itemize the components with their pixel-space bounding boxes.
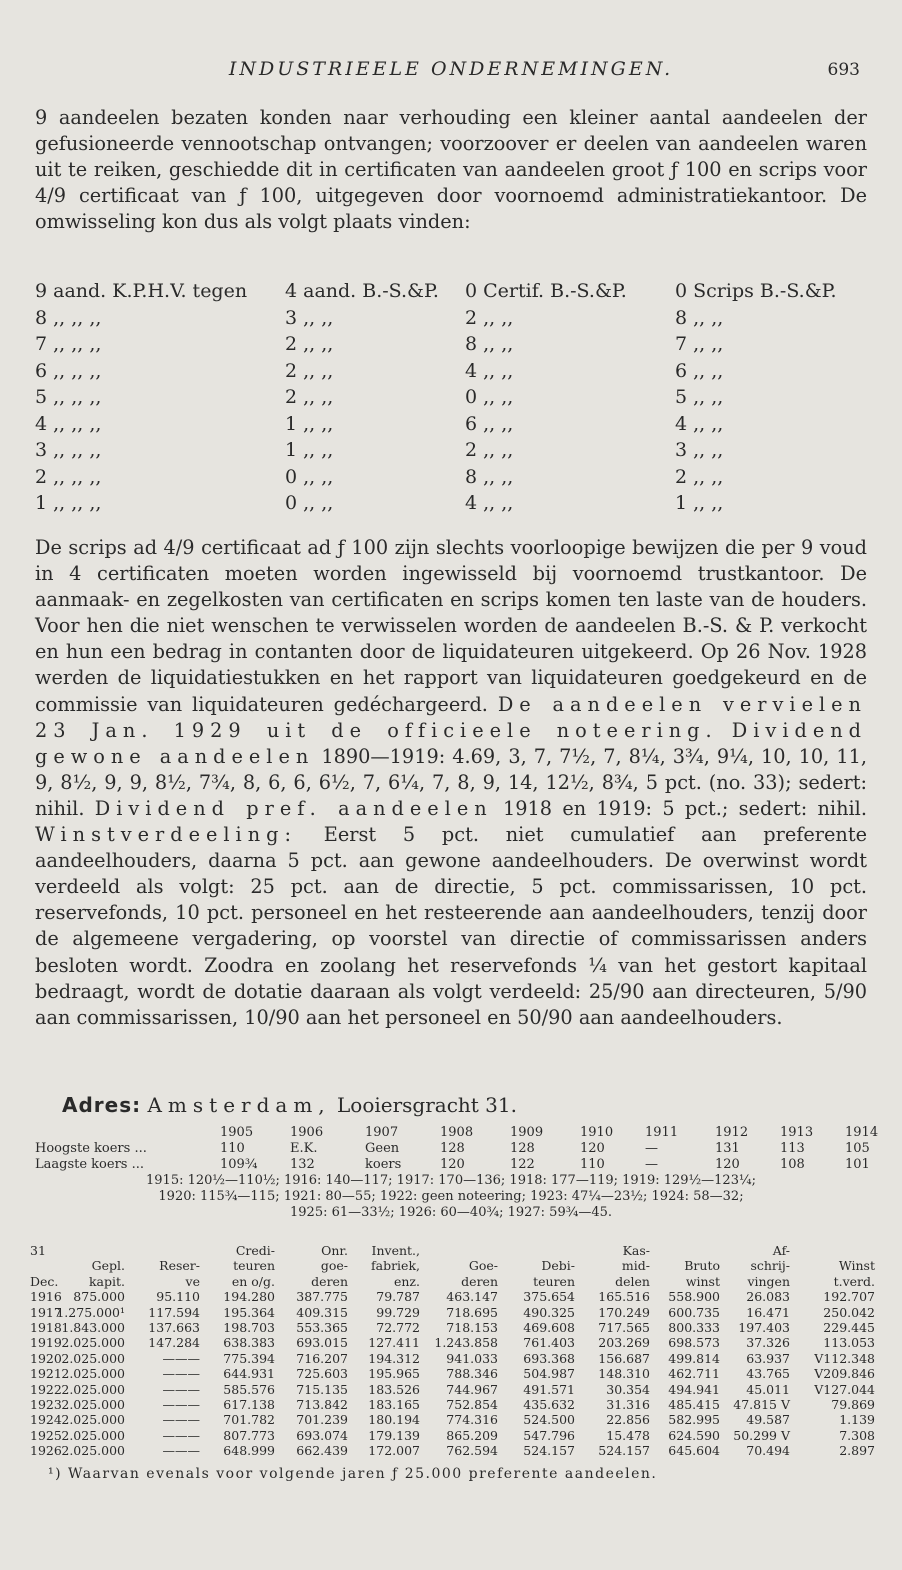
financial-data-row-cell: 1916 bbox=[30, 1289, 62, 1305]
financial-data-row-cell: 1921 bbox=[30, 1366, 62, 1382]
financial-data-row-cell: 875.000 bbox=[73, 1289, 125, 1305]
financial-data-row-cell: 16.471 bbox=[746, 1304, 790, 1320]
page-number: 693 bbox=[827, 60, 860, 80]
financial-data-row-cell: 183.526 bbox=[368, 1381, 420, 1397]
exchange-cell: 0 Scrips B.-S.&P. bbox=[675, 280, 837, 302]
financial-header-row-cell: en o/g. bbox=[231, 1273, 275, 1289]
financial-data-row-cell: 553.365 bbox=[296, 1319, 348, 1335]
exchange-cell: 2 ,, ,, bbox=[285, 333, 334, 355]
financial-data-row bbox=[30, 1351, 880, 1366]
financial-data-row-cell: 156.687 bbox=[598, 1350, 650, 1366]
exchange-row bbox=[35, 464, 867, 491]
financial-data-row-cell: ——— bbox=[162, 1412, 200, 1428]
financial-data-row-cell: 1918 bbox=[30, 1319, 62, 1335]
price-range-line: 1920: 115¾—115; 1921: 80—55; 1922: geen noteering; 1923: 47¼—23½; 1924: 58—32; bbox=[158, 1189, 744, 1204]
financial-data-row-cell: 194.280 bbox=[223, 1289, 275, 1305]
financial-data-row bbox=[30, 1335, 880, 1350]
price-high-row-cell: 128 bbox=[440, 1141, 465, 1156]
financial-header-row-cell: vingen bbox=[747, 1273, 790, 1289]
financial-data-row-cell: 2.025.000 bbox=[61, 1335, 125, 1351]
financial-data-row-cell: 701.782 bbox=[223, 1412, 275, 1428]
price-years-row-cell: 1911 bbox=[645, 1125, 679, 1140]
exchange-cell: 5 ,, ,, ,, bbox=[35, 386, 102, 408]
price-high-row-cell: Geen bbox=[365, 1141, 400, 1156]
exchange-cell: 4 ,, ,, bbox=[675, 412, 724, 435]
intro-paragraph-block bbox=[35, 105, 867, 235]
financial-data-row-cell: 693.074 bbox=[296, 1427, 348, 1443]
dividend-common-label: Dividend gewone aandeelen bbox=[35, 718, 867, 768]
exchange-cell: 2 ,, ,, bbox=[285, 386, 334, 408]
financial-data-row-cell: ——— bbox=[162, 1381, 200, 1397]
price-years-row-cell: 1909 bbox=[510, 1125, 544, 1140]
exchange-cell: 4 aand. B.-S.&P. bbox=[285, 280, 439, 302]
financial-data-row-cell: 725.603 bbox=[296, 1366, 348, 1382]
financial-data-row-cell: 2.025.000 bbox=[61, 1427, 125, 1443]
financial-data-row-cell: 800.333 bbox=[668, 1319, 720, 1335]
financial-data-row-cell: 2.025.000 bbox=[61, 1381, 125, 1397]
financial-data-row-cell: 79.869 bbox=[831, 1396, 875, 1412]
financial-data-row-cell: ——— bbox=[162, 1366, 200, 1382]
financial-data-row-cell: 179.139 bbox=[368, 1427, 420, 1443]
financial-data-row bbox=[30, 1320, 880, 1335]
price-years-row-cell: 1910 bbox=[580, 1125, 614, 1140]
financial-data-row-cell: 165.516 bbox=[598, 1289, 650, 1305]
financial-header-row-cell: goe- bbox=[320, 1258, 348, 1274]
exchange-cell: 4 ,, ,, bbox=[465, 492, 514, 514]
financial-data-row-cell: ——— bbox=[162, 1443, 200, 1459]
financial-data-row-cell: 170.249 bbox=[598, 1304, 650, 1320]
financial-data-row bbox=[30, 1443, 880, 1458]
financial-data-row-cell: 180.194 bbox=[368, 1412, 420, 1428]
exchange-cell: 8 ,, ,, bbox=[465, 465, 514, 488]
financial-header-row-cell: enz. bbox=[393, 1273, 420, 1289]
price-low-row-cell: 120 bbox=[715, 1157, 740, 1172]
exchange-cell: 7 ,, ,, ,, bbox=[35, 333, 102, 355]
financial-data-row-cell: 50.299 V bbox=[733, 1427, 790, 1443]
financial-data-row-cell: 490.325 bbox=[523, 1304, 575, 1320]
dividend-common-values: 1890—1919: 4.69, 3, 7, 7½, 7, 8¼, 3¾, 9¼, 10, 10, 11, 9, 8½, 9, 9, 8½, 7¾, 8, 6, 6, 6½, 7, 6¼, 7, 8, 9, 14, 12½, 8¾, 5 pct. (no. 33); sedert: nihil. bbox=[35, 744, 867, 820]
financial-header-row-cell: Onr. bbox=[321, 1243, 348, 1258]
financial-data-row-cell: 183.165 bbox=[368, 1396, 420, 1412]
financial-data-row-cell: 693.015 bbox=[296, 1335, 348, 1351]
financial-data-row-cell: 63.937 bbox=[746, 1350, 790, 1366]
intro-paragraph: 9 aandeelen bezaten konden naar verhouding een kleiner aantal aandeelen der gefusioneerde vennootschap ontvangen; voorzoover er deelen van aandeelen waren uit te reiken, geschiedde dit in certificaten van aandeelen groot ƒ 100 en scrips voor 4/9 certificaat van ƒ 100, uitgegeven door voornoemd administratiekantoor. De omwisseling kon dus als volgt plaats vinden: bbox=[35, 106, 867, 233]
financial-data-row-cell: 229.445 bbox=[823, 1319, 875, 1335]
financial-data-row-cell: 807.773 bbox=[223, 1427, 275, 1443]
financial-data-row-cell: 195.965 bbox=[368, 1366, 420, 1382]
financial-data-row-cell: 113.053 bbox=[823, 1335, 875, 1351]
financial-data-row-cell: 761.403 bbox=[523, 1335, 575, 1351]
financial-header-row-cell: delen bbox=[615, 1273, 650, 1289]
financial-data-row-cell: 147.284 bbox=[148, 1335, 200, 1351]
financial-data-row bbox=[30, 1366, 880, 1381]
price-high-row-cell: 120 bbox=[580, 1141, 605, 1156]
financial-data-row-cell: 718.153 bbox=[446, 1319, 498, 1335]
address-street: Looiersgracht 31. bbox=[337, 1093, 517, 1117]
financial-data-row-cell: 203.269 bbox=[598, 1335, 650, 1351]
financial-data-row-cell: 26.083 bbox=[746, 1289, 790, 1305]
financial-data-row-cell: 1.139 bbox=[839, 1412, 875, 1428]
financial-data-row-cell: 387.775 bbox=[296, 1289, 348, 1305]
price-low-row-cell: 110 bbox=[580, 1157, 605, 1172]
price-years-row-cell: 1906 bbox=[290, 1125, 324, 1140]
price-high-row-cell: — bbox=[645, 1141, 658, 1156]
price-high-row-cell: 131 bbox=[715, 1141, 740, 1156]
price-low-row-cell: 109¾ bbox=[220, 1157, 258, 1172]
exchange-cell: 1 ,, ,, bbox=[675, 492, 724, 514]
financial-data-row-cell: 435.632 bbox=[523, 1396, 575, 1412]
financial-data-row-cell: 409.315 bbox=[296, 1304, 348, 1320]
financial-data-row-cell: 624.590 bbox=[668, 1427, 720, 1443]
financial-header-row-cell: Winst bbox=[838, 1258, 875, 1274]
financial-data-row-cell: 716.207 bbox=[296, 1350, 348, 1366]
financial-data-row-cell: 194.312 bbox=[368, 1350, 420, 1366]
financial-data-row-cell: 617.138 bbox=[223, 1396, 275, 1412]
price-low-row-cell: 101 bbox=[845, 1157, 870, 1172]
financial-data-row-cell: 15.478 bbox=[606, 1427, 650, 1443]
financial-data-row-cell: 250.042 bbox=[823, 1304, 875, 1320]
financial-data-row-cell: 2.897 bbox=[839, 1443, 875, 1459]
financial-data-row-cell: 117.594 bbox=[148, 1304, 200, 1320]
financial-header-row-cell: Invent., bbox=[371, 1243, 420, 1258]
exchange-row bbox=[35, 278, 867, 305]
financial-data-row-cell: 31.316 bbox=[606, 1396, 650, 1412]
financial-data-row-cell: 1.243.858 bbox=[434, 1335, 498, 1351]
financial-data-row-cell: 582.995 bbox=[668, 1412, 720, 1428]
financial-data-row-cell: 197.403 bbox=[738, 1319, 790, 1335]
financial-header-row-cell: teuren bbox=[233, 1258, 275, 1274]
financial-data-row-cell: 788.346 bbox=[446, 1366, 498, 1382]
price-high-row-cell: 110 bbox=[220, 1141, 245, 1156]
financial-data-row-cell: V112.348 bbox=[814, 1350, 875, 1366]
main-paragraph bbox=[35, 535, 867, 1031]
financial-data-row-cell: V127.044 bbox=[814, 1381, 875, 1397]
price-high-row-label: Hoogste koers ... bbox=[35, 1141, 147, 1156]
financial-data-row-cell: 47.815 V bbox=[733, 1396, 790, 1412]
financial-data-row-cell: 645.604 bbox=[668, 1443, 720, 1459]
financial-data-row-cell: 1917 bbox=[30, 1304, 62, 1320]
financial-data-row-cell: 600.735 bbox=[668, 1304, 720, 1320]
financial-header-row-cell: t.verd. bbox=[833, 1273, 875, 1289]
financial-data-row-cell: 644.931 bbox=[223, 1366, 275, 1382]
financial-data-row-cell: 1923 bbox=[30, 1396, 62, 1412]
exchange-row bbox=[35, 358, 867, 385]
exchange-cell: 0 ,, ,, bbox=[285, 492, 334, 514]
financial-header-row-cell: Bruto bbox=[684, 1258, 720, 1274]
price-high-row-cell: 105 bbox=[845, 1141, 870, 1156]
exchange-cell: 2 ,, ,, bbox=[465, 439, 514, 461]
financial-header-row-cell: winst bbox=[685, 1273, 720, 1289]
financial-header-row-cell: teuren bbox=[533, 1273, 575, 1289]
financial-header-row-cell: deren bbox=[311, 1273, 348, 1289]
financial-data-row-cell: 172.007 bbox=[368, 1443, 420, 1459]
price-table bbox=[35, 1125, 879, 1221]
financial-data-row-cell: 717.565 bbox=[598, 1319, 650, 1335]
exchange-cell: 8 ,, ,, bbox=[675, 306, 724, 329]
financial-data-row-cell: 79.787 bbox=[376, 1289, 420, 1305]
financial-data-row-cell: 2.025.000 bbox=[61, 1350, 125, 1366]
financial-data-row-cell: 698.573 bbox=[668, 1335, 720, 1351]
financial-header-row bbox=[30, 1243, 880, 1258]
exchange-cell: 0 ,, ,, bbox=[465, 386, 514, 408]
price-years-row-cell: 1905 bbox=[220, 1125, 254, 1140]
financial-data-row-cell: 462.711 bbox=[668, 1366, 720, 1382]
financial-header-row-cell: fabriek, bbox=[371, 1258, 420, 1274]
price-low-row-cell: koers bbox=[365, 1157, 402, 1172]
price-low-row-cell: — bbox=[645, 1157, 658, 1172]
exchange-row bbox=[35, 490, 867, 517]
price-years-row bbox=[35, 1125, 879, 1141]
financial-data-row-cell: 375.654 bbox=[523, 1289, 575, 1305]
financial-data-row-cell: 2.025.000 bbox=[61, 1443, 125, 1459]
financial-data-row-cell: 469.608 bbox=[523, 1319, 575, 1335]
price-low-row bbox=[35, 1157, 870, 1173]
exchange-cell: 8 ,, ,, bbox=[465, 333, 514, 355]
exchange-cell: 6 ,, ,, bbox=[675, 359, 724, 382]
exchange-row bbox=[35, 437, 867, 464]
running-header bbox=[0, 58, 902, 88]
financial-data-row bbox=[30, 1289, 880, 1304]
financial-data-row-cell: 524.157 bbox=[523, 1443, 575, 1459]
exchange-cell: 6 ,, ,, bbox=[465, 412, 514, 435]
financial-data-row-cell: 195.364 bbox=[223, 1304, 275, 1320]
exchange-row bbox=[35, 384, 867, 411]
exchange-cell: 2 ,, ,, bbox=[285, 359, 334, 382]
price-range-line: 1925: 61—33½; 1926: 60—40¾; 1927: 59¾—45. bbox=[290, 1205, 612, 1220]
financial-data-row-cell: 1924 bbox=[30, 1412, 62, 1428]
financial-header-row-cell: Credi- bbox=[235, 1243, 275, 1258]
exchange-cell: 1 ,, ,, ,, bbox=[35, 492, 102, 514]
financial-header-row bbox=[30, 1274, 880, 1289]
exchange-cell: 1 ,, ,, bbox=[285, 439, 334, 461]
financial-data-row-cell: 7.308 bbox=[839, 1427, 875, 1443]
financial-table bbox=[30, 1243, 880, 1458]
financial-data-row-cell: V209.846 bbox=[814, 1366, 875, 1382]
price-years-row-cell: 1914 bbox=[845, 1125, 879, 1140]
financial-data-row-cell: 762.594 bbox=[446, 1443, 498, 1459]
financial-data-row-cell: 198.703 bbox=[223, 1319, 275, 1335]
financial-data-row-cell: 524.157 bbox=[598, 1443, 650, 1459]
financial-data-row-cell: 715.135 bbox=[296, 1381, 348, 1397]
exchange-cell: 6 ,, ,, ,, bbox=[35, 359, 102, 382]
price-low-row-cell: 132 bbox=[290, 1157, 315, 1172]
exchange-row bbox=[35, 305, 867, 332]
financial-data-row-cell: 775.394 bbox=[223, 1350, 275, 1366]
financial-data-row-cell: ——— bbox=[162, 1396, 200, 1412]
financial-data-row-cell: ——— bbox=[162, 1350, 200, 1366]
financial-data-row-cell: 192.707 bbox=[823, 1289, 875, 1305]
price-high-row-cell: 113 bbox=[780, 1141, 805, 1156]
financial-data-row-cell: 524.500 bbox=[523, 1412, 575, 1428]
exchange-cell: 2 ,, ,, bbox=[465, 306, 514, 329]
financial-data-row-cell: 37.326 bbox=[746, 1335, 790, 1351]
financial-data-row bbox=[30, 1412, 880, 1427]
price-years-row-cell: 1907 bbox=[365, 1125, 399, 1140]
financial-data-row-cell: 494.941 bbox=[668, 1381, 720, 1397]
exchange-table bbox=[35, 278, 867, 517]
price-high-row bbox=[35, 1141, 870, 1157]
financial-data-row-cell: 648.999 bbox=[223, 1443, 275, 1459]
exchange-row bbox=[35, 411, 867, 438]
financial-data-row-cell: 1.275.000¹ bbox=[56, 1304, 125, 1320]
exchange-row bbox=[35, 331, 867, 358]
exchange-cell: 7 ,, ,, bbox=[675, 333, 724, 355]
financial-data-row-cell: 45.011 bbox=[746, 1381, 790, 1397]
financial-data-row-cell: 99.729 bbox=[376, 1304, 420, 1320]
financial-header-row-cell: mid- bbox=[621, 1258, 650, 1274]
financial-header-row-cell: Af- bbox=[772, 1243, 790, 1258]
address-line bbox=[62, 1093, 517, 1117]
financial-data-row bbox=[30, 1305, 880, 1320]
financial-data-row-cell: 865.209 bbox=[446, 1427, 498, 1443]
price-high-row-cell: E.K. bbox=[290, 1141, 318, 1156]
financial-data-row-cell: 43.765 bbox=[746, 1366, 790, 1382]
financial-data-row-cell: 1.843.000 bbox=[61, 1319, 125, 1335]
financial-data-row-cell: 22.856 bbox=[606, 1412, 650, 1428]
financial-data-row-cell: 95.110 bbox=[156, 1289, 200, 1305]
financial-data-row-cell: 638.383 bbox=[223, 1335, 275, 1351]
financial-header-row-cell: Goe- bbox=[468, 1258, 498, 1274]
exchange-cell: 0 ,, ,, bbox=[285, 465, 334, 488]
financial-data-row-cell: 49.587 bbox=[746, 1412, 790, 1428]
financial-header-row-cell: deren bbox=[461, 1273, 498, 1289]
exchange-cell: 4 ,, ,, ,, bbox=[35, 412, 102, 435]
financial-header-row-cell: schrij- bbox=[750, 1258, 790, 1274]
price-low-row-cell: 120 bbox=[440, 1157, 465, 1172]
liquidation-text: De scrips ad 4/9 certificaat ad ƒ 100 zijn slechts voorloopige bewijzen die per 9 voud in 4 certificaten moeten worden ingewisseld bij voornoemd trustkantoor. De aanmaak- en zegelkosten van certificaten en scrips komen ten laste van de houders. Voor hen die niet wenschen te verwisselen worden de aandeelen B.-S. & P. verkocht en hun een bedrag in contanten door de liquidateuren uitgekeerd. Op 26 Nov. 1928 werden de liquidatiestukken en het rapport van liquidateuren goedgekeurd en de commissie van liquidateuren gedéchargeerd. bbox=[35, 536, 867, 716]
financial-data-row-cell: 774.316 bbox=[446, 1412, 498, 1428]
financial-data-row-cell: 491.571 bbox=[523, 1381, 575, 1397]
financial-data-row-cell: 547.796 bbox=[523, 1427, 575, 1443]
exchange-cell: 3 ,, ,, bbox=[285, 306, 334, 329]
financial-data-row-cell: 30.354 bbox=[606, 1381, 650, 1397]
financial-data-row-cell: 585.576 bbox=[223, 1381, 275, 1397]
financial-header-row bbox=[30, 1258, 880, 1273]
financial-header-row-cell: 31 bbox=[30, 1243, 46, 1258]
address-city: Amsterdam, bbox=[147, 1093, 331, 1117]
financial-data-row-cell: 137.663 bbox=[148, 1319, 200, 1335]
financial-data-row-cell: 72.772 bbox=[376, 1319, 420, 1335]
footnote: ¹) Waarvan evenals voor volgende jaren ƒ 25.000 preferente aandeelen. bbox=[48, 1466, 658, 1482]
exchange-cell: 4 ,, ,, bbox=[465, 359, 514, 382]
financial-data-row-cell: 713.842 bbox=[296, 1396, 348, 1412]
page-header-title: INDUSTRIEELE ONDERNEMINGEN. bbox=[228, 58, 674, 80]
exchange-cell: 0 Certif. B.-S.&P. bbox=[465, 280, 627, 302]
address-label: Adres: bbox=[62, 1093, 142, 1117]
profit-distribution-label: Winstverdeeling: bbox=[35, 823, 297, 847]
price-years-row-cell: 1912 bbox=[715, 1125, 749, 1140]
financial-data-row-cell: 693.368 bbox=[523, 1350, 575, 1366]
financial-data-row-cell: 485.415 bbox=[668, 1396, 720, 1412]
financial-data-row bbox=[30, 1397, 880, 1412]
financial-data-row-cell: 558.900 bbox=[668, 1289, 720, 1305]
exchange-cell: 3 ,, ,, bbox=[675, 439, 724, 461]
financial-data-row-cell: 701.239 bbox=[296, 1412, 348, 1428]
financial-data-row-cell: ——— bbox=[162, 1427, 200, 1443]
financial-data-row-cell: 718.695 bbox=[446, 1304, 498, 1320]
price-low-row-label: Laagste koers ... bbox=[35, 1157, 144, 1172]
exchange-cell: 2 ,, ,, bbox=[675, 465, 724, 488]
financial-header-row-cell: kapit. bbox=[88, 1273, 125, 1289]
price-years-row-cell: 1908 bbox=[440, 1125, 474, 1140]
price-years-row-cell: 1913 bbox=[780, 1125, 814, 1140]
dividend-pref-label: Dividend pref. aandeelen bbox=[94, 796, 493, 820]
financial-data-row-cell: 1925 bbox=[30, 1427, 62, 1443]
financial-header-row-cell: Dec. bbox=[30, 1273, 59, 1289]
exchange-cell: 2 ,, ,, ,, bbox=[35, 465, 102, 488]
profit-distribution-text: Eerst 5 pct. niet cumulatief aan preferente aandeelhouders, daarna 5 pct. aan gewone aandeelhouders. De overwinst wordt verdeeld als volgt: 25 pct. aan de directie, 5 pct. commissarissen, 10 pct. reservefonds, 10 pct. personeel en het resteerende aan aandeelhouders, tenzij door de algemeene vergadering, op voorstel van directie of commissarissen anders besloten wordt. Zoodra en zoolang het reservefonds ¼ van het gestort kapitaal bedraagt, wordt de dotatie daaraan als volgt verdeeld: 25/90 aan directeuren, 5/90 aan commissarissen, 10/90 aan het personeel en 50/90 aan aandeelhouders. bbox=[35, 823, 867, 1029]
financial-data-row-cell: 127.411 bbox=[368, 1335, 420, 1351]
exchange-cell: 3 ,, ,, ,, bbox=[35, 439, 102, 461]
price-high-row-cell: 128 bbox=[510, 1141, 535, 1156]
financial-data-row-cell: 70.494 bbox=[746, 1443, 790, 1459]
financial-data-row-cell: 752.854 bbox=[446, 1396, 498, 1412]
financial-data-row-cell: 499.814 bbox=[668, 1350, 720, 1366]
financial-data-row-cell: 148.310 bbox=[598, 1366, 650, 1382]
financial-header-row-cell: Kas- bbox=[622, 1243, 650, 1258]
price-low-row-cell: 108 bbox=[780, 1157, 805, 1172]
financial-data-row-cell: 2.025.000 bbox=[61, 1412, 125, 1428]
price-range-line: 1915: 120½—110½; 1916: 140—117; 1917: 170—136; 1918: 177—119; 1919: 129½—123¼; bbox=[146, 1173, 756, 1188]
financial-header-row-cell: ve bbox=[185, 1273, 200, 1289]
financial-header-row-cell: Gepl. bbox=[91, 1258, 125, 1274]
financial-data-row-cell: 504.987 bbox=[523, 1366, 575, 1382]
financial-header-row-cell: Reser- bbox=[159, 1258, 200, 1274]
financial-header-row-cell: Debi- bbox=[541, 1258, 575, 1274]
financial-data-row-cell: 662.439 bbox=[296, 1443, 348, 1459]
exchange-cell: 9 aand. K.P.H.V. tegen bbox=[35, 280, 248, 302]
financial-data-row-cell: 744.967 bbox=[446, 1381, 498, 1397]
exchange-cell: 8 ,, ,, ,, bbox=[35, 306, 102, 329]
exchange-cell: 5 ,, ,, bbox=[675, 386, 724, 408]
financial-data-row-cell: 1922 bbox=[30, 1381, 62, 1397]
delisting-text: De aandeelen vervielen 23 Jan. 1929 uit de officieele noteering. bbox=[35, 692, 867, 742]
financial-data-row-cell: 1919 bbox=[30, 1335, 62, 1351]
exchange-cell: 1 ,, ,, bbox=[285, 412, 334, 435]
financial-data-row-cell: 463.147 bbox=[446, 1289, 498, 1305]
financial-data-row-cell: 2.025.000 bbox=[61, 1366, 125, 1382]
financial-data-row-cell: 2.025.000 bbox=[61, 1396, 125, 1412]
price-low-row-cell: 122 bbox=[510, 1157, 535, 1172]
financial-data-row bbox=[30, 1382, 880, 1397]
financial-data-row-cell: 941.033 bbox=[446, 1350, 498, 1366]
financial-data-row bbox=[30, 1428, 880, 1443]
financial-data-row-cell: 1920 bbox=[30, 1350, 62, 1366]
dividend-pref-values: 1918 en 1919: 5 pct.; sedert: nihil. bbox=[502, 796, 867, 820]
financial-data-row-cell: 1926 bbox=[30, 1443, 62, 1459]
